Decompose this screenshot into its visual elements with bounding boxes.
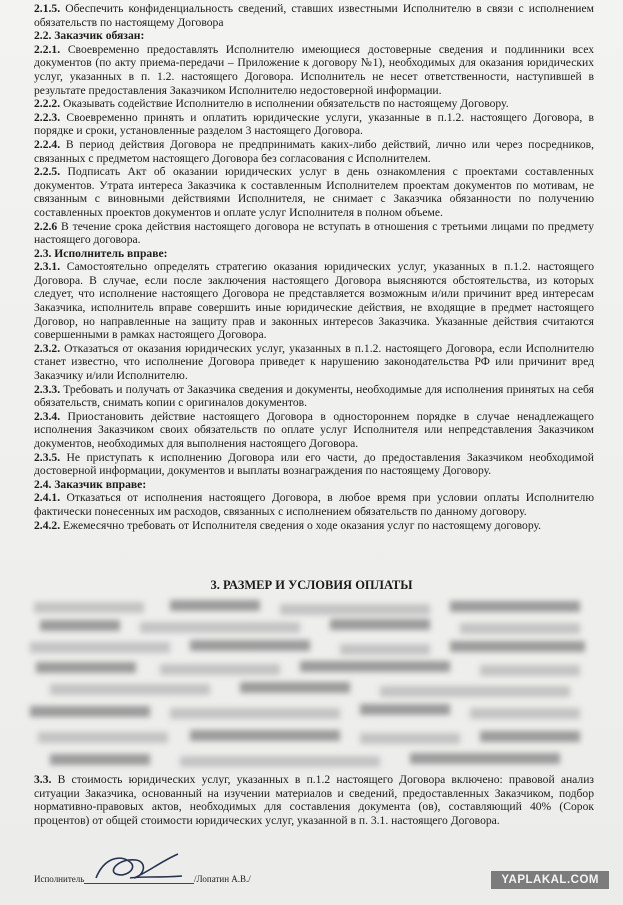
clause-2-4-1: 2.4.1. Отказаться от исполнения настоящего Договора, в любое время при условии оплаты Исполнителю фактически понесенных им расходов, связанных с исполнением обязательств по данному договору. — [34, 491, 594, 518]
clause-2-2-3: 2.2.3. Своевременно принять и оплатить юридические услуги, указанные в п.1.2. настоящего Договора, в порядке и сроки, установленные разделом 3 настоящего Договора. — [34, 110, 594, 138]
clause-2-3-4: 2.3.4. Приостановить действие настоящего Договора в одностороннем порядке в случае ненадлежащего исполнения Заказчиком своих обязательств по оплате услуг Исполнителя или непредставления Заказчиком документов, необходимых для выполнения настоящего Договора. — [34, 409, 594, 450]
handwritten-signature-icon — [90, 848, 190, 888]
heading-2-2: 2.2. Заказчик обязан: — [34, 29, 145, 43]
watermark-badge: YAPLAKAL.COM — [491, 871, 609, 889]
clause-2-3-3: 2.3.3. Требовать и получать от Заказчика сведения и документы, необходимые для исполнения принятых на себя обязательств, снимать копии с оригиналов документов. — [34, 382, 594, 410]
section-3-text — [34, 773, 594, 827]
clause-2-2-6: 2.2.6 В течение срока действия настоящего договора не вступать в отношения с третьими лицами по предмету настоящего договора. — [34, 219, 595, 247]
clause-3-3: 3.3. В стоимость юридических услуг, указанных в п.1.2 настоящего Договора включено: правовой анализ ситуации Заказчика, основанный на изучении материалов и сведений, предоставленных Заказчиком, подбор нормативно-правовых актов, необходимых для составления документа (ов), составляющий 40% (Сорок процентов) от общей стоимости юридических услуг, указанной в п. 3.1. настоящего Договора. — [34, 773, 594, 827]
clause-2-2-1: 2.2.1. Своевременно предоставлять Исполнителю имеющиеся достоверные сведения и подлинники всех документов (по акту приема-передачи – Приложение к договору №1), необходимых для оказания юридических услуг, указанных в п. 1.2. настоящего Договора. Исполнитель не несет ответственности, наступившей в результате предоставления Заказчиком Исполнителю недостоверной информации. — [34, 42, 595, 97]
signature-block — [34, 866, 494, 896]
clause-2-2-5: 2.2.5. Подписать Акт об оказании юридических услуг в день ознакомления с проектами составленных документов. Утрата интереса Заказчика к составленным Исполнителем проектам документов по мотивам, не связанным с виновными действиями Исполнителя, не снимает с Заказчика обязанности по получению составленных проектов документов и оплате услуг Исполнителя в полном объеме. — [34, 165, 594, 219]
heading-2-3: 2.3. Исполнитель вправе: — [34, 246, 168, 260]
clause-2-4-2: 2.4.2. Ежемесячно требовать от Исполнителя сведения о ходе оказания услуг по настоящему договору. — [34, 518, 542, 532]
clause-2-2-4: 2.2.4. В период действия Договора не предпринимать каких-либо действий, лично или через посредников, связанных с предметом настоящего Договора без согласования с Исполнителем. — [34, 137, 594, 165]
clause-2-3-1: 2.3.1. Самостоятельно определять стратегию оказания юридических услуг, указанных в п.1.2. настоящего Договора. В случае, если после заключения настоящего Договора выясняются обстоятельства, из которых следует, что исполнение настоящего Договора не представляется возможным и/или причинит вред интересам Заказчика, исполнитель вправе совершить иные юридические действия, не входящие в предмет настоящего Договор, но направленные на защиту прав и законных интересов Заказчика. Указанные действия считаются совершенными в рамках настоящего Договора. — [34, 260, 594, 342]
signer-name: /Лопатин А.В./ — [194, 874, 251, 884]
section-2-text — [34, 2, 594, 532]
clause-2-3-5: 2.3.5. Не приступать к исполнению Договора или его части, до предоставления Заказчиком необходимой достоверной информации, документов и выплаты вознаграждения по настоящему Договору. — [34, 450, 594, 478]
section-3-heading: 3. РАЗМЕР И УСЛОВИЯ ОПЛАТЫ — [210, 578, 413, 592]
redacted-blurred-text — [30, 598, 590, 770]
signature-label: Исполнитель — [34, 874, 85, 884]
clause-2-2-2: 2.2.2. Оказывать содействие Исполнителю в исполнении обязательств по настоящему Договору. — [34, 97, 509, 111]
clause-2-3-2: 2.3.2. Отказаться от оказания юридических услуг, указанных в п.1.2. настоящего Договора, если Исполнителю станет известно, что исполнение Договора приведет к нарушению законодательства РФ или причинит вред Заказчику и/или Исполнителю. — [34, 341, 594, 383]
heading-2-4: 2.4. Заказчик вправе: — [34, 477, 147, 491]
clause-2-1-5: 2.1.5. Обеспечить конфиденциальность сведений, ставших известными Исполнителю в связи с исполнением обязательств по настоящему Договора — [34, 2, 594, 29]
